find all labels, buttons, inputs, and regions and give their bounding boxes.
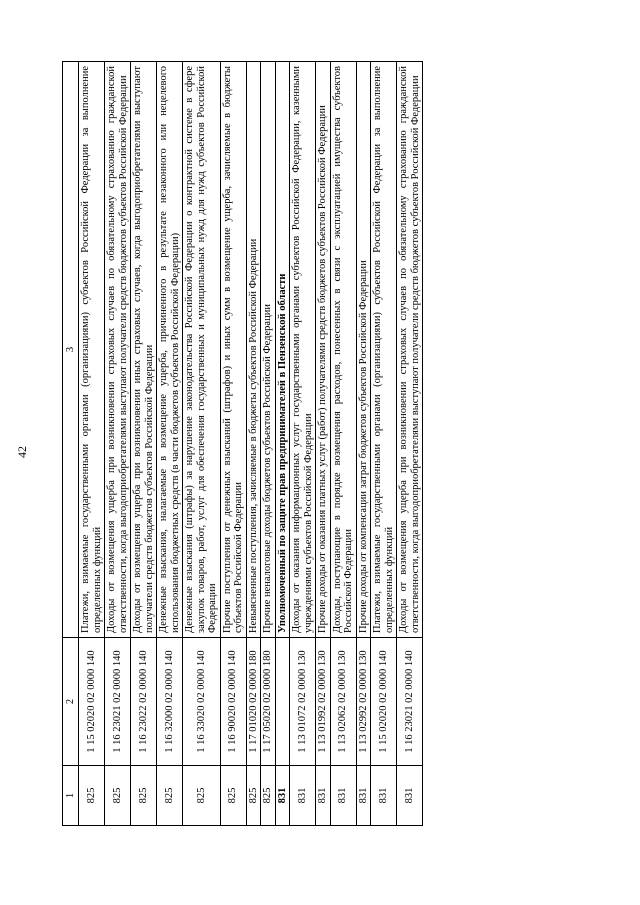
table-row [330,62,356,826]
revenue-code-cell: 1 17 01020 02 0000 180 [246,638,261,766]
revenue-code-cell: 1 16 90020 02 0000 140 [220,638,246,766]
admin-code-cell: 831 [290,766,316,826]
page-number: 42 [15,446,29,458]
admin-code-cell: 825 [131,766,157,826]
admin-code-cell: 831 [356,766,371,826]
revenue-code-cell: 1 15 02020 02 0000 140 [371,638,397,766]
table-row [316,62,331,826]
table-row [356,62,371,826]
revenue-description-cell: Денежные взыскания, налагаемые в возмещение ущерба, причиненного в результате незаконного или нецелевого использования бюджетных средств (в части бюджетов субъектов Российской Федерации) [157,62,183,638]
revenue-description-cell: Платежи, взимаемые государственными органами (организациями) субъектов Российской Федерации за выполнение определенных функций [79,62,105,638]
table-row [261,62,276,826]
revenue-description-cell: Прочие доходы от компенсации затрат бюджетов субъектов Российской Федерации [356,62,371,638]
revenue-code-cell: 1 16 23022 02 0000 140 [131,638,157,766]
revenue-description-cell: Доходы, поступающие в порядке возмещения расходов, понесенных в связи с эксплуатацией имущества субъектов Российской Федерации [330,62,356,638]
admin-code-cell: 831 [397,766,423,826]
revenue-description-cell: Доходы от возмещения ущерба при возникновении страховых случаев по обязательному страхованию гражданской ответственности, когда выгодоприобретателями выступают получатели средств бюджетов субъектов Российской Федерации [397,62,423,638]
admin-code-cell: 831 [316,766,331,826]
header-col-3: 3 [63,62,79,638]
admin-code-cell: 825 [105,766,131,826]
revenue-description-cell: Доходы от оказания информационных услуг государственными органами субъектов Российской Федерации, казенными учреждениями субъектов Российской Федерации [290,62,316,638]
table-row [290,62,316,826]
section-header-row [275,62,290,826]
revenue-code-cell: 1 15 02020 02 0000 140 [79,638,105,766]
revenue-code-cell: 1 16 23021 02 0000 140 [397,638,423,766]
revenue-code-cell: 1 17 05020 02 0000 180 [261,638,276,766]
revenue-description-cell: Прочие доходы от оказания платных услуг (работ) получателями средств бюджетов субъектов Российской Федерации [316,62,331,638]
revenue-code-cell: 1 13 01992 02 0000 130 [316,638,331,766]
revenue-code-cell: 1 16 23021 02 0000 140 [105,638,131,766]
revenue-codes-table [62,61,423,826]
revenue-table-wrapper [62,62,584,826]
revenue-code-cell: 1 16 32000 02 0000 140 [157,638,183,766]
revenue-description-cell: Платежи, взимаемые государственными органами (организациями) субъектов Российской Федерации за выполнение определенных функций [371,62,397,638]
table-row [371,62,397,826]
revenue-description-cell: Прочие поступления от денежных взысканий (штрафов) и иных сумм в возмещение ущерба, зачисляемые в бюджеты субъектов Российской Федерации [220,62,246,638]
table-row [397,62,423,826]
revenue-description-cell: Уполномоченный по защите прав предпринимателей в Пензенской области [275,62,290,638]
table-body [63,62,423,826]
admin-code-cell: 825 [220,766,246,826]
revenue-description-cell: Невыясненные поступления, зачисляемые в бюджеты субъектов Российской Федерации [246,62,261,638]
admin-code-cell: 825 [261,766,276,826]
revenue-code-cell [275,638,290,766]
table-row [183,62,221,826]
admin-code-cell: 825 [246,766,261,826]
admin-code-cell: 831 [330,766,356,826]
admin-code-cell: 831 [371,766,397,826]
table-row [79,62,105,826]
table-row [105,62,131,826]
revenue-description-cell: Доходы от возмещения ущерба при возникновении страховых случаев по обязательному страхованию гражданской ответственности, когда выгодоприобретателями выступают получатели средств бюджетов субъектов Российской Федерации [105,62,131,638]
table-row [157,62,183,826]
admin-code-cell: 831 [275,766,290,826]
admin-code-cell: 825 [79,766,105,826]
revenue-code-cell: 1 13 02062 02 0000 130 [330,638,356,766]
admin-code-cell: 825 [157,766,183,826]
revenue-description-cell: Денежные взыскания (штрафы) за нарушение законодательства Российской Федерации о контрактной системе в сфере закупок товаров, работ, услуг для обеспечения государственных и муниципальных нужд для нужд субъектов Российской Федерации [183,62,221,638]
revenue-code-cell: 1 13 01072 02 0000 130 [290,638,316,766]
revenue-description-cell: Доходы от возмещения ущерба при возникновении иных страховых случаев, когда выгодоприобретателями выступают получатели средств бюджетов субъектов Российской Федерации [131,62,157,638]
header-col-1: 1 [63,766,79,826]
header-col-2: 2 [63,638,79,766]
revenue-code-cell: 1 16 33020 02 0000 140 [183,638,221,766]
table-header-row [63,62,79,826]
revenue-code-cell: 1 13 02992 02 0000 130 [356,638,371,766]
admin-code-cell: 825 [183,766,221,826]
revenue-description-cell: Прочие неналоговые доходы бюджетов субъектов Российской Федерации [261,62,276,638]
table-row [131,62,157,826]
table-row [246,62,261,826]
table-row [220,62,246,826]
